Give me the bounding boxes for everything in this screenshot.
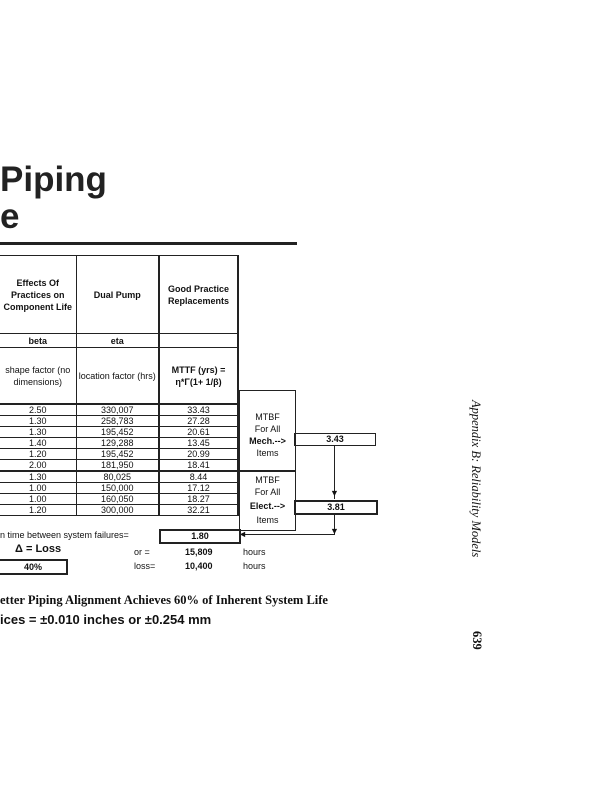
or-unit: hours (243, 547, 266, 557)
or-value: 15,809 (185, 547, 213, 557)
col-header-replacements: Good Practice Replacements (159, 256, 238, 334)
reliability-table (0, 255, 239, 516)
eta-cell: 181,950 (76, 460, 159, 472)
beta-cell: 1.20 (0, 505, 76, 516)
beta-cell: 1.30 (0, 471, 76, 483)
beta-cell: 1.00 (0, 494, 76, 505)
elect-label-arrow: Elect.--> (249, 501, 286, 511)
mttf-cell: 20.61 (159, 427, 238, 438)
elect-label-items: Items (256, 515, 279, 525)
section-title-line1: Piping (0, 160, 107, 199)
mttf-cell: 17.12 (159, 483, 238, 494)
mttf-cell: 32.21 (159, 505, 238, 516)
system-failures-label: n time between system failures= (0, 530, 129, 540)
param-beta: beta (0, 334, 76, 348)
figure-caption: etter Piping Alignment Achieves 60% of Inherent System Life (0, 593, 328, 607)
arrow-down-icon: ▼ (330, 526, 339, 536)
connector-line (244, 534, 335, 535)
col-header-effects: Effects Of Practices on Component Life (0, 256, 76, 334)
mttf-cell: 18.27 (159, 494, 238, 505)
elect-label-forall: For All (254, 487, 281, 497)
beta-cell: 1.30 (0, 427, 76, 438)
title-rule (0, 242, 297, 245)
elect-label-mtbf: MTBF (255, 475, 280, 485)
delta-loss-label: Δ = Loss (15, 543, 62, 555)
elect-mtbf-value: 3.81 (294, 500, 378, 515)
desc-shape-factor: shape factor (no dimensions) (0, 348, 76, 405)
eta-cell: 195,452 (76, 427, 159, 438)
eta-cell: 150,000 (76, 483, 159, 494)
arrow-down-icon: ▼ (330, 488, 339, 498)
loss-unit: hours (243, 561, 266, 571)
eta-cell: 129,288 (76, 438, 159, 449)
system-failures-value: 1.80 (159, 529, 241, 544)
mech-label-arrow: Mech.--> (249, 436, 286, 446)
param-blank (159, 334, 238, 348)
or-label: or = (134, 547, 150, 557)
mttf-cell: 18.41 (159, 460, 238, 472)
beta-cell: 2.00 (0, 460, 76, 472)
param-eta: eta (76, 334, 159, 348)
beta-cell: 1.30 (0, 416, 76, 427)
mech-label-items: Items (256, 448, 279, 458)
mttf-cell: 33.43 (159, 404, 238, 416)
eta-cell: 300,000 (76, 505, 159, 516)
loss-value: 10,400 (185, 561, 213, 571)
mech-mtbf-value: 3.43 (294, 433, 376, 446)
eta-cell: 258,783 (76, 416, 159, 427)
tolerance-note: ices = ±0.010 inches or ±0.254 mm (0, 612, 212, 627)
beta-cell: 1.00 (0, 483, 76, 494)
mech-label-mtbf: MTBF (255, 412, 280, 422)
desc-location-factor: location factor (hrs) (76, 348, 159, 405)
section-title-line2: e (0, 197, 20, 236)
eta-cell: 195,452 (76, 449, 159, 460)
mttf-cell: 13.45 (159, 438, 238, 449)
beta-cell: 1.40 (0, 438, 76, 449)
mech-label-forall: For All (254, 424, 281, 434)
beta-cell: 1.20 (0, 449, 76, 460)
running-head: Appendix B: Reliability Models (469, 400, 483, 558)
desc-mttf-formula: MTTF (yrs) = η*Γ(1+ 1/β) (159, 348, 238, 405)
page-number: 639 (470, 631, 484, 650)
arrow-left-icon: ◄ (238, 529, 247, 539)
eta-cell: 330,007 (76, 404, 159, 416)
col-header-dual-pump: Dual Pump (76, 256, 159, 334)
beta-cell: 2.50 (0, 404, 76, 416)
mttf-cell: 8.44 (159, 471, 238, 483)
eta-cell: 80,025 (76, 471, 159, 483)
loss-percent: 40% (0, 559, 68, 575)
mttf-cell: 20.99 (159, 449, 238, 460)
mttf-cell: 27.28 (159, 416, 238, 427)
loss-label: loss= (134, 561, 156, 571)
eta-cell: 160,050 (76, 494, 159, 505)
